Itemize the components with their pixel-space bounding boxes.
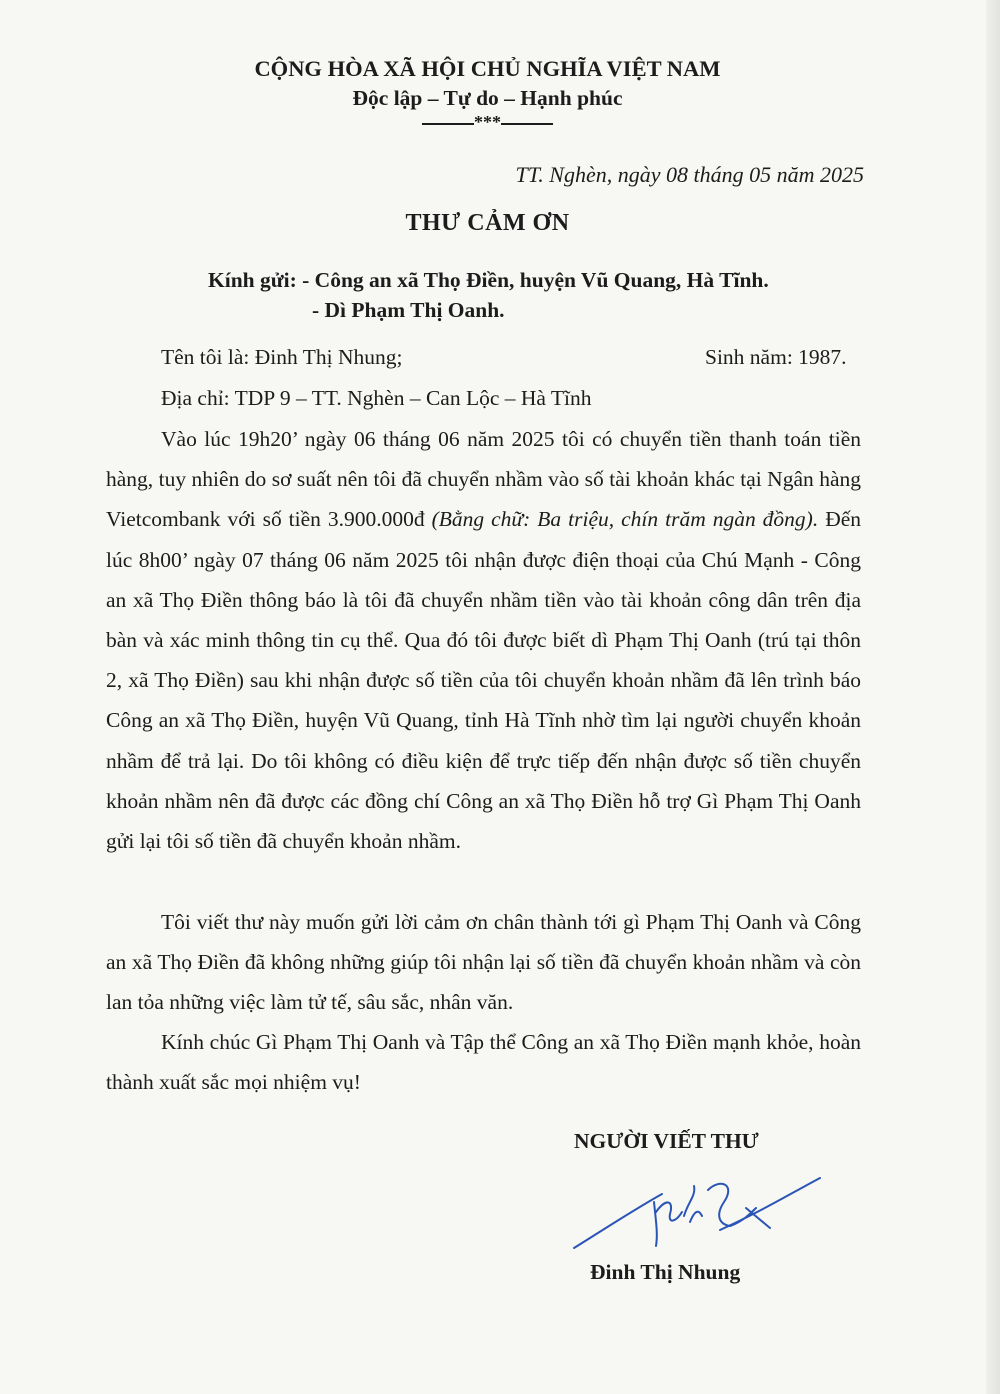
- page-edge-shadow: [986, 0, 1000, 1394]
- date-line: TT. Nghèn, ngày 08 tháng 05 năm 2025: [515, 162, 864, 187]
- decoration-stars: ***: [474, 112, 501, 132]
- paragraph-2: Tôi viết thư này muốn gửi lời cảm ơn chân thành tới gì Phạm Thị Oanh và Công an xã Thọ Điền đã không những giúp tôi nhận lại số tiền đã chuyển khoản nhầm và còn lan tỏa những việc làm tử tế, sâu sắc, nhân văn.: [106, 910, 861, 1015]
- address-line: Địa chỉ: TDP 9 – TT. Nghèn – Can Lộc – Hà Tĩnh: [161, 386, 592, 410]
- paragraph-1: [106, 419, 861, 861]
- name-line: Tên tôi là: Đinh Thị Nhung;: [161, 345, 403, 369]
- recipient-line-2: - Dì Phạm Thị Oanh.: [312, 298, 505, 322]
- letter-title: THƯ CẢM ƠN: [405, 210, 570, 236]
- amount-in-words: (Bằng chữ: Ba triệu, chín trăm ngàn đồng).: [431, 507, 819, 532]
- paragraph-3: Kính chúc Gì Phạm Thị Oanh và Tập thể Công an xã Thọ Điền mạnh khỏe, hoàn thành xuất sắc mọi nhiệm vụ!: [106, 1030, 861, 1095]
- signer-name: Đinh Thị Nhung: [590, 1260, 741, 1284]
- national-title: CỘNG HÒA XÃ HỘI CHỦ NGHĨA VIỆT NAM: [254, 56, 721, 81]
- header-decoration: [0, 112, 975, 133]
- signature-label: NGƯỜI VIẾT THƯ: [574, 1129, 759, 1153]
- motto: Độc lập – Tự do – Hạnh phúc: [352, 86, 623, 110]
- decoration-line-right: [501, 123, 553, 125]
- paragraph-1-text-a: Vào lúc 19h20’ ngày 06 tháng 06 năm 2025 tôi có chuyển tiền thanh toán tiền hàng, tuy nhiên do sơ suất nên tôi đã chuyển nhầm vào số tài khoản khác tại Ngân hàng Vietcombank với số tiền 3.900.000đ: [106, 427, 861, 532]
- birth-year-line: Sinh năm: 1987.: [705, 345, 847, 369]
- decoration-line-left: [422, 123, 474, 125]
- paragraph-1-text-b: Đến lúc 8h00’ ngày 07 tháng 06 năm 2025 tôi nhận được điện thoại của Chú Mạnh - Công an xã Thọ Điền thông báo là tôi đã chuyển nhầm tiền vào tài khoản công dân trên địa bàn và xác minh thông tin cụ thể. Qua đó tôi được biết dì Phạm Thị Oanh (trú tại thôn 2, xã Thọ Điền) sau khi nhận được số tiền của tôi chuyển khoản nhầm đã lên trình báo Công an xã Thọ Điền, huyện Vũ Quang, tỉnh Hà Tĩnh nhờ tìm lại người chuyển khoản nhầm để trả lại. Do tôi không có điều kiện để trực tiếp đến nhận được số tiền chuyển khoản nhầm nên đã được các đồng chí Công an xã Thọ Điền hỗ trợ Gì Phạm Thị Oanh gửi lại tôi số tiền đã chuyển khoản nhầm.: [106, 507, 862, 854]
- handwritten-signature: [570, 1172, 830, 1262]
- recipient-line-1: Kính gửi: - Công an xã Thọ Điền, huyện Vũ Quang, Hà Tĩnh.: [208, 268, 769, 292]
